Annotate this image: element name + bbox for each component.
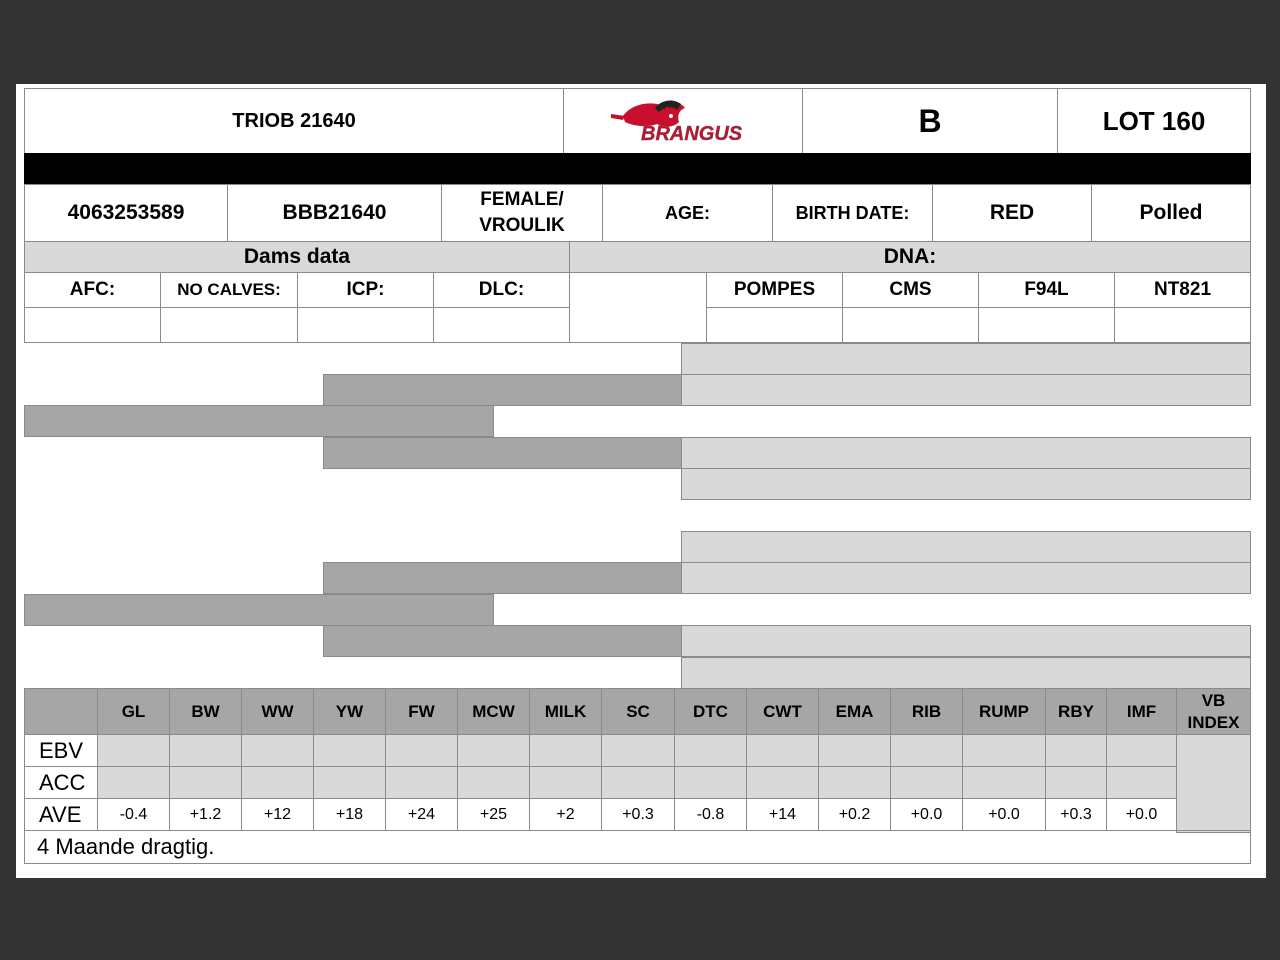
black-divider <box>24 153 1251 185</box>
ave-value-dtc: -0.8 <box>674 798 747 831</box>
dna-nt821-label: NT821 <box>1114 272 1251 308</box>
dams-icp-value <box>297 307 434 343</box>
ebv-col-header-sc: SC <box>601 688 675 735</box>
acc-value-imf <box>1106 766 1177 799</box>
ebv-col-header-rby: RBY <box>1045 688 1107 735</box>
ebv-value-yw <box>313 734 386 767</box>
dams-afc-label: AFC: <box>24 272 161 308</box>
ebv-col-header-cwt: CWT <box>746 688 819 735</box>
ebv-value-rib <box>890 734 963 767</box>
ebv-row-label-acc: ACC <box>24 766 98 799</box>
pedigree-dam <box>24 594 494 626</box>
ebv-col-header-ww: WW <box>241 688 314 735</box>
ave-value-fw: +24 <box>385 798 458 831</box>
ebv-col-header-yw: YW <box>313 688 386 735</box>
ave-value-gl: -0.4 <box>97 798 170 831</box>
id-number: 4063253589 <box>24 184 228 242</box>
ave-value-rump: +0.0 <box>962 798 1046 831</box>
acc-value-mcw <box>457 766 530 799</box>
ebv-value-mcw <box>457 734 530 767</box>
pedigree-sire-sire-dam <box>681 374 1251 406</box>
dna-title: DNA: <box>569 241 1251 273</box>
ebv-value-ww <box>241 734 314 767</box>
dams-dlc-value <box>433 307 570 343</box>
dna-pompes-label: POMPES <box>706 272 843 308</box>
dams-data-title: Dams data <box>24 241 570 273</box>
ebv-value-dtc <box>674 734 747 767</box>
acc-value-ema <box>818 766 891 799</box>
dna-nt821-value <box>1114 307 1251 343</box>
ebv-col-header-mcw: MCW <box>457 688 530 735</box>
dams-dlc-label: DLC: <box>433 272 570 308</box>
sex-line-1: FEMALE/ <box>480 189 564 210</box>
dna-cms-label: CMS <box>842 272 979 308</box>
acc-value-cwt <box>746 766 819 799</box>
acc-value-rump <box>962 766 1046 799</box>
pedigree-dam-sire-sire <box>681 531 1251 563</box>
ebv-value-rump <box>962 734 1046 767</box>
catalogue-card <box>16 84 1266 878</box>
comment-row: 4 Maande dragtig. <box>24 830 1251 864</box>
sex-line-2: VROULIK <box>479 215 565 236</box>
ave-value-ema: +0.2 <box>818 798 891 831</box>
acc-value-fw <box>385 766 458 799</box>
ave-value-rby: +0.3 <box>1045 798 1107 831</box>
pedigree-sire-sire <box>323 374 682 406</box>
pedigree-dam-dam <box>323 625 682 657</box>
acc-value-ww <box>241 766 314 799</box>
ebv-col-header-fw: FW <box>385 688 458 735</box>
dams-icp-label: ICP: <box>297 272 434 308</box>
ebv-col-header-rump: RUMP <box>962 688 1046 735</box>
dna-f94l-value <box>978 307 1115 343</box>
ave-value-mcw: +25 <box>457 798 530 831</box>
dna-blank <box>569 272 707 343</box>
ebv-col-header-imf: IMF <box>1106 688 1177 735</box>
dams-no-calves-label: NO CALVES: <box>160 272 298 308</box>
vb-index-line-2: INDEX <box>1187 712 1240 732</box>
acc-value-dtc <box>674 766 747 799</box>
animal-name: TRIOB 21640 <box>24 88 564 154</box>
brangus-logo <box>563 88 803 154</box>
pedigree-sire-sire-sire <box>681 343 1251 375</box>
ebv-col-header-bw: BW <box>169 688 242 735</box>
ebv-col-header-dtc: DTC <box>674 688 747 735</box>
acc-value-rib <box>890 766 963 799</box>
ebv-value-fw <box>385 734 458 767</box>
age-label: AGE: <box>602 184 773 242</box>
acc-value-yw <box>313 766 386 799</box>
acc-value-milk <box>529 766 602 799</box>
pedigree-dam-sire-dam <box>681 562 1251 594</box>
birth-date-label: BIRTH DATE: <box>772 184 933 242</box>
ebv-col-header-ema: EMA <box>818 688 891 735</box>
ebv-row-label-ebv: EBV <box>24 734 98 767</box>
ave-value-sc: +0.3 <box>601 798 675 831</box>
ebv-value-gl <box>97 734 170 767</box>
vb-index-value <box>1176 734 1251 833</box>
pedigree-sire-dam-dam <box>681 468 1251 500</box>
pedigree-sire <box>24 405 494 437</box>
pedigree-dam-dam-sire <box>681 625 1251 657</box>
vb-index-header <box>1176 688 1251 735</box>
ebv-corner-header <box>24 688 98 735</box>
ave-value-imf: +0.0 <box>1106 798 1177 831</box>
ave-value-milk: +2 <box>529 798 602 831</box>
grade-letter: B <box>802 88 1058 154</box>
registration-number: BBB21640 <box>227 184 442 242</box>
ebv-col-header-gl: GL <box>97 688 170 735</box>
dams-afc-value <box>24 307 161 343</box>
ebv-value-bw <box>169 734 242 767</box>
pedigree-sire-dam <box>323 437 682 469</box>
colour: RED <box>932 184 1092 242</box>
ebv-value-milk <box>529 734 602 767</box>
dams-no-calves-value <box>160 307 298 343</box>
sex <box>441 184 603 242</box>
pedigree-sire-dam-sire <box>681 437 1251 469</box>
ebv-value-sc <box>601 734 675 767</box>
ave-value-bw: +1.2 <box>169 798 242 831</box>
ave-value-yw: +18 <box>313 798 386 831</box>
ebv-value-rby <box>1045 734 1107 767</box>
pedigree-dam-sire <box>323 562 682 594</box>
ebv-row-label-ave: AVE <box>24 798 98 831</box>
ebv-value-cwt <box>746 734 819 767</box>
dna-cms-value <box>842 307 979 343</box>
acc-value-rby <box>1045 766 1107 799</box>
horn-status: Polled <box>1091 184 1251 242</box>
ebv-value-imf <box>1106 734 1177 767</box>
acc-value-gl <box>97 766 170 799</box>
dna-f94l-label: F94L <box>978 272 1115 308</box>
ave-value-ww: +12 <box>241 798 314 831</box>
dna-pompes-value <box>706 307 843 343</box>
lot-number: LOT 160 <box>1057 88 1251 154</box>
ave-value-cwt: +14 <box>746 798 819 831</box>
ave-value-rib: +0.0 <box>890 798 963 831</box>
ebv-col-header-rib: RIB <box>890 688 963 735</box>
vb-index-line-1: VB <box>1201 690 1226 710</box>
svg-text:BRANGUS: BRANGUS <box>641 123 743 145</box>
ebv-col-header-milk: MILK <box>529 688 602 735</box>
pedigree-dam-dam-dam <box>681 657 1251 689</box>
ebv-value-ema <box>818 734 891 767</box>
bull-logo-icon <box>603 94 763 148</box>
acc-value-sc <box>601 766 675 799</box>
acc-value-bw <box>169 766 242 799</box>
